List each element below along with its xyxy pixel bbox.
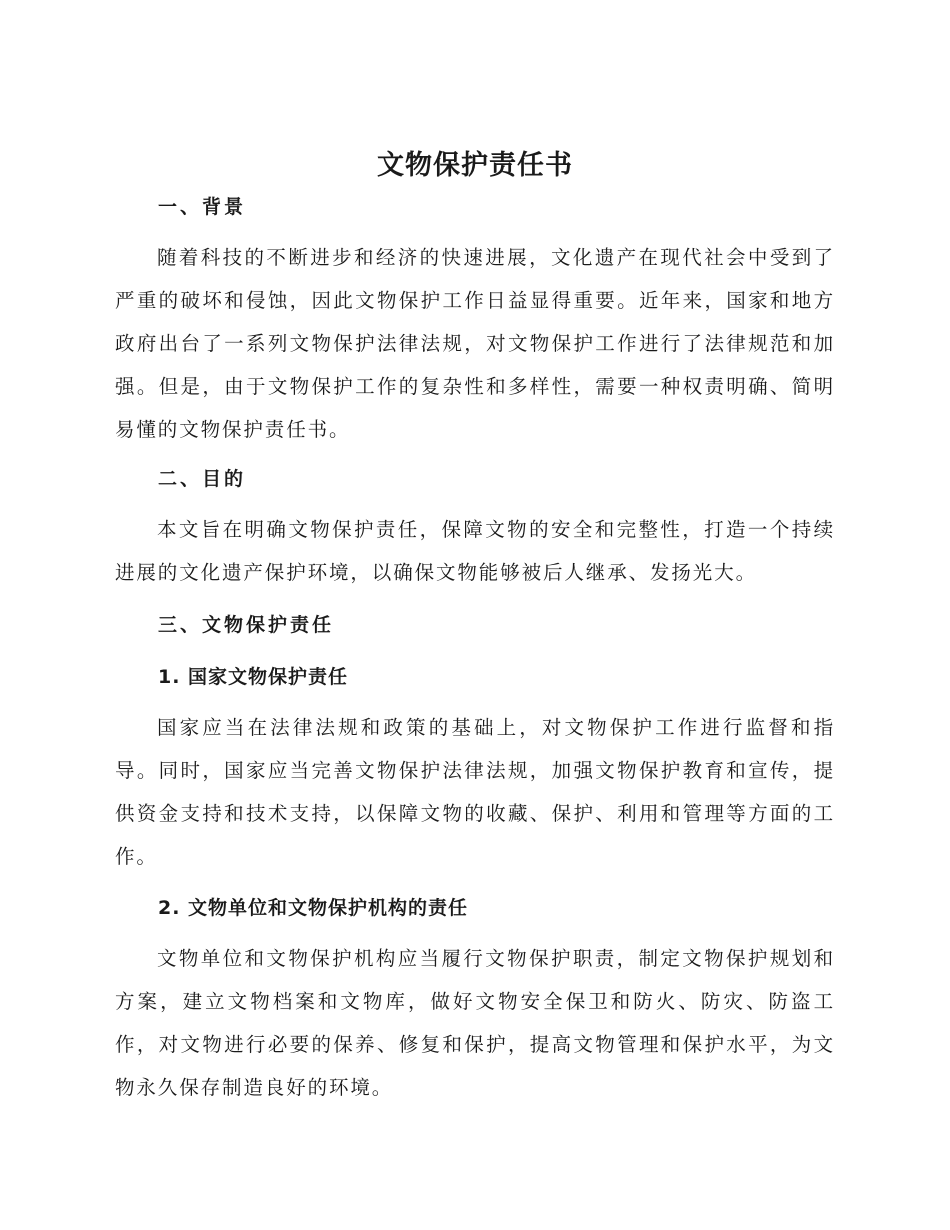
subsection-heading-national: 1. 国家文物保护责任: [158, 666, 349, 688]
subsection-heading-units: 2. 文物单位和文物保护机构的责任: [158, 897, 469, 919]
document-title: 文物保护责任书: [377, 150, 573, 181]
paragraph-units: 文物单位和文物保护机构应当履行文物保护职责，制定文物保护规划和方案，建立文物档案和文物库，做好文物安全保卫和防火、防灾、防盗工作，对文物进行必要的保养、修复和保护，提高文物管理和保护水平，为文物永久保存制造良好的环境。: [115, 947, 835, 1099]
section-heading-purpose: 二、目的: [158, 468, 247, 490]
section-heading-background: 一、背景: [158, 196, 247, 218]
section-heading-responsibilities: 三、文物保护责任: [158, 614, 335, 636]
paragraph-purpose: 本文旨在明确文物保护责任，保障文物的安全和完整性，打造一个持续进展的文化遗产保护环境，以确保文物能够被后人继承、发扬光大。: [115, 518, 835, 584]
paragraph-background: 随着科技的不断进步和经济的快速进展，文化遗产在现代社会中受到了严重的破坏和侵蚀，因此文物保护工作日益显得重要。近年来，国家和地方政府出台了一系列文物保护法律法规，对文物保护工作进行了法律规范和加强。但是，由于文物保护工作的复杂性和多样性，需要一种权责明确、简明易懂的文物保护责任书。: [115, 246, 835, 441]
paragraph-national: 国家应当在法律法规和政策的基础上，对文物保护工作进行监督和指导。同时，国家应当完善文物保护法律法规，加强文物保护教育和宣传，提供资金支持和技术支持，以保障文物的收藏、保护、利用和管理等方面的工作。: [115, 716, 835, 868]
